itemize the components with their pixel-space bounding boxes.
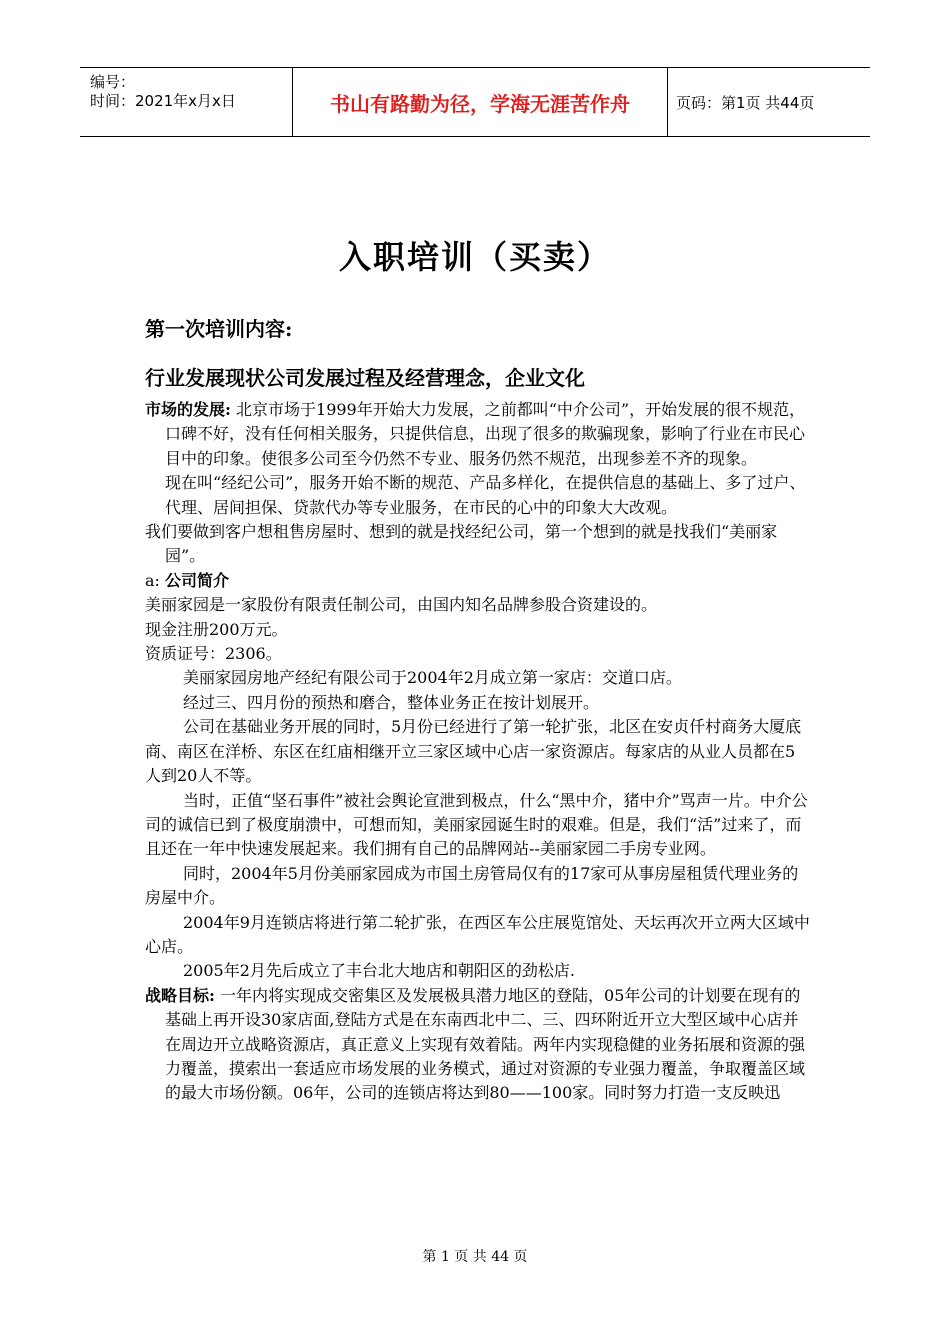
- header-page-label: 页码：第1页 共44页: [676, 93, 815, 112]
- document-number-label: 编号：: [90, 73, 136, 91]
- company-paragraph-1: 美丽家园房地产经纪有限公司于2004年2月成立第一家店：交道口店。: [183, 668, 682, 688]
- strategy-paragraph: [145, 984, 810, 1106]
- company-line-3: 资质证号：2306。: [145, 644, 282, 664]
- page-header: [80, 67, 870, 137]
- market-paragraph: [145, 398, 810, 471]
- header-motto: 书山有路勤为径，学海无涯苦作舟: [293, 68, 668, 136]
- strategy-label: 战略目标:: [145, 985, 215, 1005]
- strategy-text: 一年内将实现成交密集区及发展极具潜力地区的登陆，05年公司的计划要在现有的基础上再开设30家店面,登陆方式是在东南西北中二、三、四环附近开立大型区域中心店并在周边开立战略资源店，真正意义上实现有效着陆。两年内实现稳健的业务拓展和资源的强力覆盖，摸索出一套适应市场发展的业务模式，通过对资源的专业强力覆盖，争取覆盖区域的最大市场份额。06年，公司的连锁店将达到80——100家。同时努力打造一支反映迅: [165, 985, 806, 1103]
- company-label-prefix: a:: [145, 570, 166, 590]
- document-time-label: 时间：2021年x月x日: [90, 92, 236, 110]
- section-heading-2: 行业发展现状公司发展过程及经营理念，企业文化: [145, 366, 585, 390]
- market-paragraph-2: 现在叫“经纪公司”，服务开始不断的规范、产品多样化，在提供信息的基础上、多了过户、代理、居间担保、贷款代办等专业服务，在市民的心中的印象大大改观。: [165, 473, 806, 517]
- company-paragraph-5: 同时，2004年5月份美丽家园成为市国土房管局仅有的17家可从事房屋租赁代理业务的房屋中介。: [145, 863, 799, 908]
- company-paragraph-6: 2004年9月连锁店将进行第二轮扩张，在西区车公庄展览馆处、天坛再次开立两大区域中心店。: [145, 912, 810, 956]
- company-label: 公司简介: [165, 570, 230, 590]
- section-heading-1: 第一次培训内容:: [145, 317, 293, 341]
- market-label: 市场的发展:: [145, 400, 231, 419]
- header-left-cell: [80, 68, 293, 136]
- market-text-1: 北京市场于1999年开始大力发展，之前都叫“中介公司”，开始发展的很不规范，口碑不好，没有任何相关服务，只提供信息，出现了很多的欺骗现象，影响了行业在市民心目中的印象。使很多公司至今仍然不专业、服务仍然不规范，出现参差不齐的现象。: [165, 400, 806, 468]
- document-body: [145, 398, 810, 1106]
- company-paragraph-4: 当时，正值“坚石事件”被社会舆论宣泄到极点，什么“黑中介，猪中介”骂声一片。中介公司的诚信已到了极度崩溃中，可想而知，美丽家园诞生时的艰难。但是，我们“活”过来了，而且还在一年中快速发展起来。我们拥有自己的品牌网站--美丽家园二手房专业网。: [145, 790, 808, 859]
- market-paragraph-3: 我们要做到客户想租售房屋时、想到的就是找经纪公司，第一个想到的就是找我们“美丽家园”。: [145, 522, 778, 566]
- company-heading: [145, 569, 810, 593]
- company-line-2: 现金注册200万元。: [145, 619, 288, 639]
- company-paragraph-3: 公司在基础业务开展的同时，5月份已经进行了第一轮扩张，北区在安贞仟村商务大厦底商、南区在洋桥、东区在红庙相继开立三家区域中心店一家资源店。每家店的从业人员都在5人到20人不等。: [145, 717, 802, 786]
- company-paragraph-7: 2005年2月先后成立了丰台北大地店和朝阳区的劲松店.: [183, 961, 575, 981]
- page-footer: 第 1 页 共 44 页: [422, 1249, 528, 1265]
- company-paragraph-2: 经过三、四月份的预热和磨合，整体业务正在按计划展开。: [183, 692, 600, 712]
- company-line-1: 美丽家园是一家股份有限责任制公司，由国内知名品牌参股合资建设的。: [145, 595, 658, 615]
- document-title: 入职培训（买卖）: [338, 238, 611, 276]
